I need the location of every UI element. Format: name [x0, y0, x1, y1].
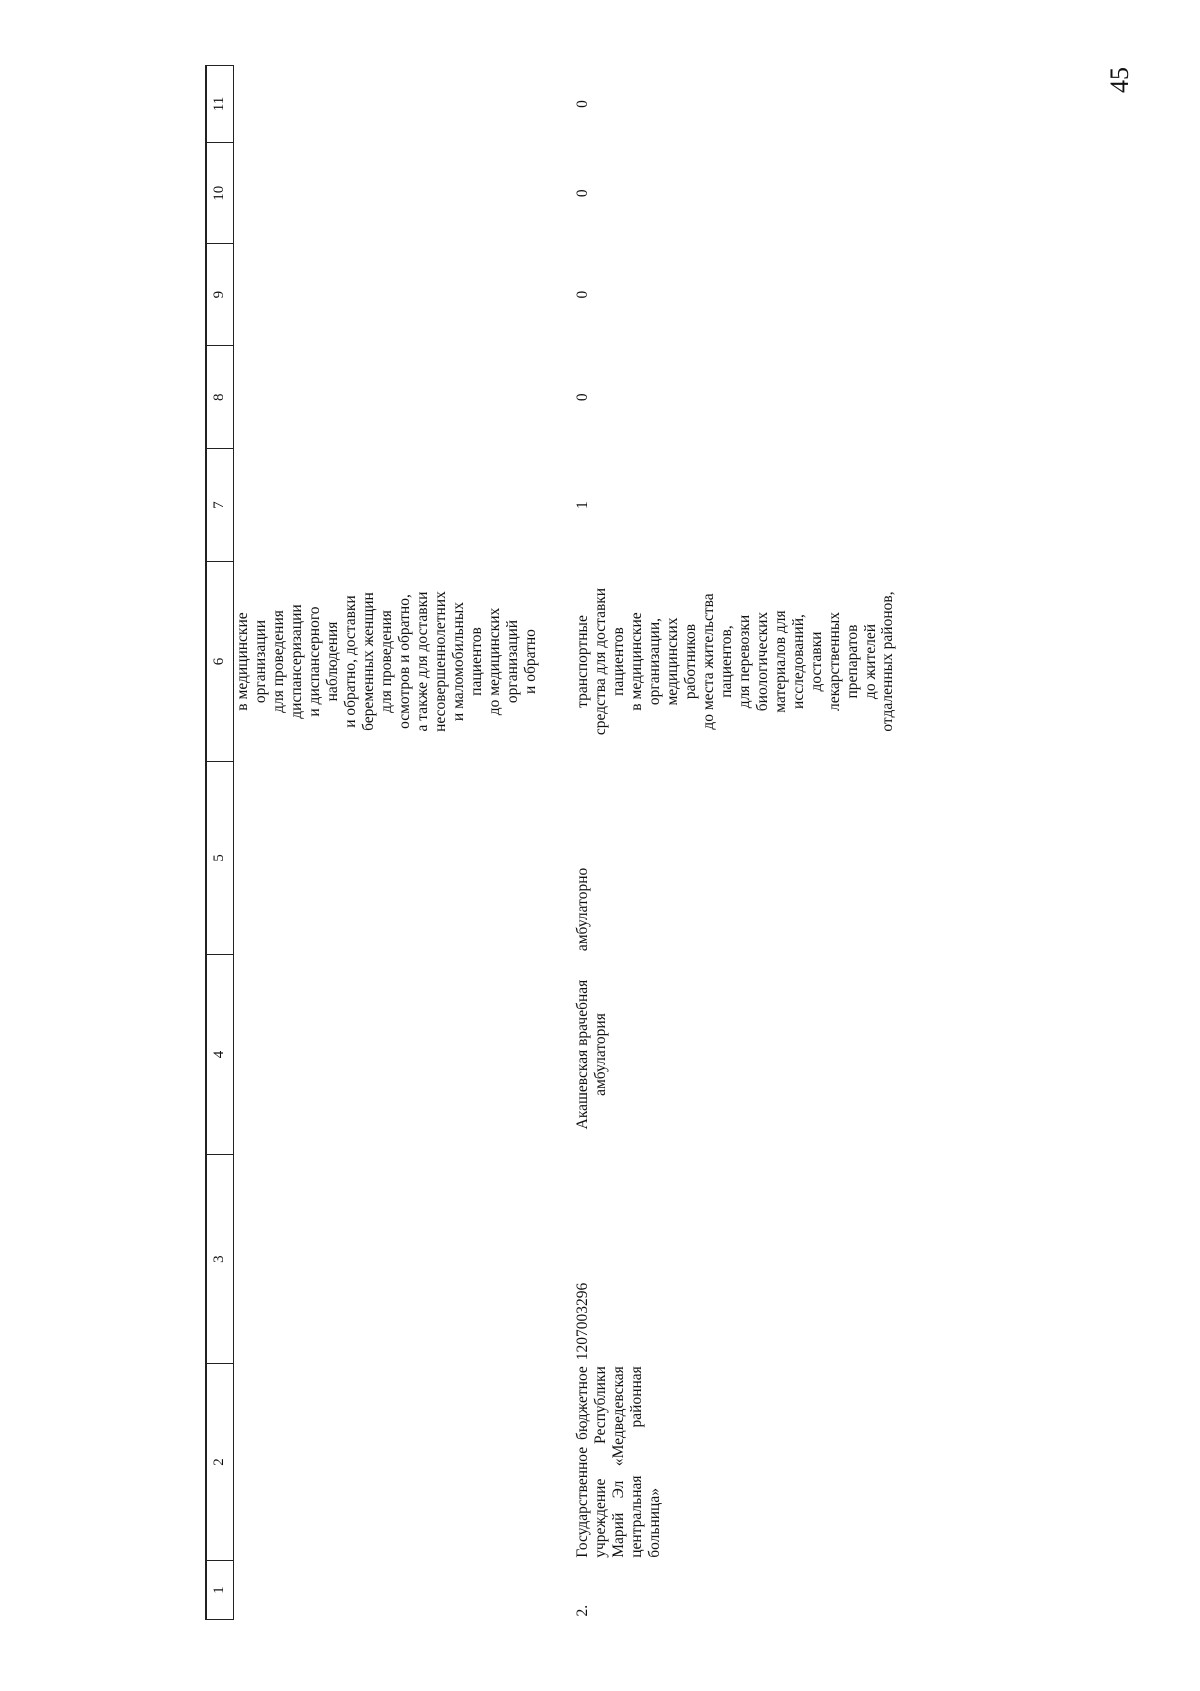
rotated-page-content	[205, 65, 1065, 1620]
column-number-2: 2	[206, 1363, 234, 1561]
column-number-7: 7	[206, 449, 234, 561]
column-number-11: 11	[206, 66, 234, 143]
column-number-6: 6	[206, 561, 234, 762]
vehicle-purpose: транспортные средства для доставки пациентов в медицинские организации, медицинских работников до места жительства пациентов, для перевозки биологических материалов для исследований, доставки лекарственных препаратов до жителей отдаленных районов,	[574, 587, 897, 736]
column-7-value: 1	[574, 501, 591, 509]
unit-name: Акашевская врачебная амбулатория	[574, 979, 609, 1130]
column-number-3: 3	[206, 1155, 234, 1363]
table-row	[554, 66, 897, 1620]
column-number-9: 9	[206, 244, 234, 345]
column-number-10: 10	[206, 142, 234, 243]
inn-code: 1207003296	[574, 1282, 591, 1361]
continued-purpose-text: в медицинские организации для проведения диспансеризации и диспансерного наблюдения и обратно, доставки беременных женщин для проведения осмотров и обратно, а также для доставки несовершеннолетних и маломобильных пациентов до медицинских организаций и обратно	[234, 591, 539, 732]
column-number-8: 8	[206, 345, 234, 449]
care-condition: амбулаторно	[574, 867, 591, 952]
column-11-value: 0	[574, 100, 591, 108]
vehicles-table	[205, 65, 897, 1620]
table-row	[234, 66, 555, 1620]
column-10-value: 0	[574, 189, 591, 198]
column-8-value: 0	[574, 393, 591, 402]
column-9-value: 0	[574, 290, 591, 299]
row-number: 2.	[574, 1604, 591, 1617]
column-number-4: 4	[206, 954, 234, 1155]
column-number-row	[206, 66, 234, 1620]
column-number-1: 1	[206, 1561, 234, 1620]
organization-name: Государственное бюджетное учреждение Республики Марий Эл «Медведевская центральная районная больница»	[574, 1366, 663, 1558]
column-number-5: 5	[206, 762, 234, 954]
page-number: 45	[1105, 67, 1134, 93]
